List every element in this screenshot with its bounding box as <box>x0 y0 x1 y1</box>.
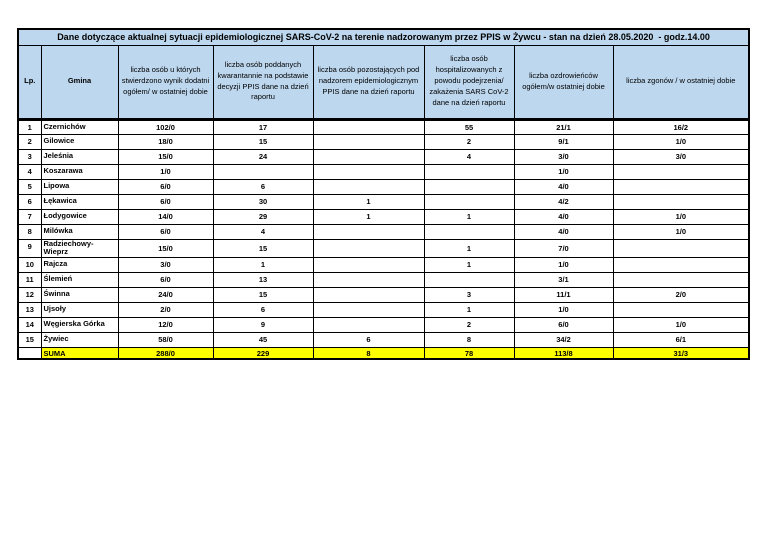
cell-deaths <box>613 164 749 179</box>
cell-hospitalized: 8 <box>424 332 514 347</box>
summary-empty-cell <box>18 347 41 359</box>
cell-hospitalized <box>424 164 514 179</box>
cell-lp: 1 <box>18 119 41 134</box>
table-row <box>18 317 749 332</box>
table-row <box>18 209 749 224</box>
cell-gmina: Czernichów <box>41 119 118 134</box>
report-sheet <box>17 28 750 360</box>
cell-recovered: 4/0 <box>514 209 613 224</box>
cell-positive: 6/0 <box>118 272 213 287</box>
cell-positive: 102/0 <box>118 119 213 134</box>
cell-hospitalized: 1 <box>424 257 514 272</box>
cell-gmina: Jeleśnia <box>41 149 118 164</box>
cell-quarantine: 29 <box>213 209 313 224</box>
table-row <box>18 272 749 287</box>
summary-positive-cell: 288/0 <box>118 347 213 359</box>
cell-hospitalized: 1 <box>424 239 514 257</box>
column-header-quarantine: liczba osób poddanych kwarantannie na podstawie decyzji PPIS dane na dzień raportu <box>213 45 313 119</box>
cell-recovered: 4/2 <box>514 194 613 209</box>
cell-quarantine: 17 <box>213 119 313 134</box>
cell-surveillance <box>313 179 424 194</box>
summary-row <box>18 347 749 359</box>
cell-deaths <box>613 257 749 272</box>
cell-surveillance <box>313 164 424 179</box>
cell-recovered: 4/0 <box>514 179 613 194</box>
cell-quarantine: 13 <box>213 272 313 287</box>
summary-quarantine-cell: 229 <box>213 347 313 359</box>
table-row <box>18 119 749 134</box>
cell-positive: 12/0 <box>118 317 213 332</box>
cell-deaths: 3/0 <box>613 149 749 164</box>
cell-quarantine: 24 <box>213 149 313 164</box>
table-row <box>18 224 749 239</box>
cell-hospitalized: 1 <box>424 209 514 224</box>
cell-quarantine: 1 <box>213 257 313 272</box>
cell-surveillance <box>313 302 424 317</box>
cell-surveillance <box>313 239 424 257</box>
cell-quarantine: 4 <box>213 224 313 239</box>
table-row <box>18 179 749 194</box>
cell-lp: 13 <box>18 302 41 317</box>
cell-deaths: 2/0 <box>613 287 749 302</box>
cell-positive: 15/0 <box>118 239 213 257</box>
cell-surveillance: 1 <box>313 194 424 209</box>
cell-lp: 6 <box>18 194 41 209</box>
cell-hospitalized: 2 <box>424 317 514 332</box>
cell-surveillance: 6 <box>313 332 424 347</box>
cell-lp: 11 <box>18 272 41 287</box>
column-header-recovered: liczba ozdrowieńców ogółem/w ostatniej dobie <box>514 45 613 119</box>
cell-gmina: Łękawica <box>41 194 118 209</box>
column-header-positive: liczba osób u których stwierdzono wynik dodatni ogółem/ w ostatniej dobie <box>118 45 213 119</box>
cell-lp: 10 <box>18 257 41 272</box>
cell-hospitalized: 4 <box>424 149 514 164</box>
cell-quarantine: 6 <box>213 179 313 194</box>
cell-lp: 12 <box>18 287 41 302</box>
cell-deaths <box>613 194 749 209</box>
cell-recovered: 1/0 <box>514 302 613 317</box>
cell-quarantine: 30 <box>213 194 313 209</box>
cell-surveillance <box>313 119 424 134</box>
cell-surveillance <box>313 149 424 164</box>
cell-hospitalized: 1 <box>424 302 514 317</box>
cell-positive: 3/0 <box>118 257 213 272</box>
cell-hospitalized <box>424 194 514 209</box>
cell-gmina: Lipowa <box>41 179 118 194</box>
column-header-hospitalized: liczba osób hospitalizowanych z powodu podejrzenia/ zakażenia SARS CoV-2 dane na dzień raportu <box>424 45 514 119</box>
cell-hospitalized: 55 <box>424 119 514 134</box>
cell-positive: 6/0 <box>118 194 213 209</box>
table-row <box>18 194 749 209</box>
cell-gmina: Żywiec <box>41 332 118 347</box>
cell-deaths: 1/0 <box>613 317 749 332</box>
cell-recovered: 1/0 <box>514 164 613 179</box>
table-title: Dane dotyczące aktualnej sytuacji epidemiologicznej SARS-CoV-2 na terenie nadzorowanym przez PPIS w Żywcu - stan na dzień 28.05.2020 - godz.14.00 <box>18 29 749 45</box>
cell-quarantine: 9 <box>213 317 313 332</box>
cell-gmina: Ślemień <box>41 272 118 287</box>
cell-deaths: 16/2 <box>613 119 749 134</box>
cell-deaths: 1/0 <box>613 134 749 149</box>
cell-surveillance <box>313 134 424 149</box>
cell-surveillance <box>313 272 424 287</box>
cell-hospitalized <box>424 272 514 287</box>
cell-gmina: Milówka <box>41 224 118 239</box>
cell-positive: 18/0 <box>118 134 213 149</box>
header-row <box>18 45 749 119</box>
summary-hospitalized-cell: 78 <box>424 347 514 359</box>
cell-lp: 7 <box>18 209 41 224</box>
table-row <box>18 302 749 317</box>
cell-recovered: 21/1 <box>514 119 613 134</box>
cell-gmina: Świnna <box>41 287 118 302</box>
cell-recovered: 1/0 <box>514 257 613 272</box>
cell-positive: 14/0 <box>118 209 213 224</box>
table-row <box>18 287 749 302</box>
cell-recovered: 3/0 <box>514 149 613 164</box>
cell-deaths <box>613 239 749 257</box>
cell-recovered: 7/0 <box>514 239 613 257</box>
cell-quarantine: 15 <box>213 134 313 149</box>
summary-recovered-cell: 113/8 <box>514 347 613 359</box>
cell-deaths <box>613 302 749 317</box>
cell-surveillance <box>313 317 424 332</box>
column-header-surveillance: liczba osób pozostających pod nadzorem epidemiologicznym PPIS dane na dzień raportu <box>313 45 424 119</box>
cell-surveillance <box>313 287 424 302</box>
table-row <box>18 164 749 179</box>
cell-lp: 5 <box>18 179 41 194</box>
cell-quarantine: 45 <box>213 332 313 347</box>
summary-surveillance-cell: 8 <box>313 347 424 359</box>
cell-recovered: 11/1 <box>514 287 613 302</box>
cell-hospitalized: 3 <box>424 287 514 302</box>
cell-quarantine <box>213 164 313 179</box>
cell-lp: 2 <box>18 134 41 149</box>
cell-gmina: Radziechowy-Wieprz <box>41 239 118 257</box>
title-row <box>18 29 749 45</box>
cell-gmina: Ujsoły <box>41 302 118 317</box>
cell-lp: 8 <box>18 224 41 239</box>
cell-gmina: Łodygowice <box>41 209 118 224</box>
cell-surveillance <box>313 257 424 272</box>
cell-positive: 6/0 <box>118 179 213 194</box>
column-header-deaths: liczba zgonów / w ostatniej dobie <box>613 45 749 119</box>
cell-quarantine: 15 <box>213 239 313 257</box>
cell-lp: 4 <box>18 164 41 179</box>
table-row <box>18 134 749 149</box>
cell-lp: 9 <box>18 239 41 257</box>
cell-recovered: 3/1 <box>514 272 613 287</box>
cell-lp: 14 <box>18 317 41 332</box>
cell-positive: 58/0 <box>118 332 213 347</box>
cell-recovered: 9/1 <box>514 134 613 149</box>
table-body <box>18 119 749 347</box>
cell-hospitalized <box>424 179 514 194</box>
cell-positive: 24/0 <box>118 287 213 302</box>
cell-surveillance: 1 <box>313 209 424 224</box>
cell-gmina: Koszarawa <box>41 164 118 179</box>
cell-deaths <box>613 272 749 287</box>
summary-deaths-cell: 31/3 <box>613 347 749 359</box>
cell-quarantine: 15 <box>213 287 313 302</box>
column-header-lp: Lp. <box>18 45 41 119</box>
cell-gmina: Rajcza <box>41 257 118 272</box>
cell-recovered: 34/2 <box>514 332 613 347</box>
table-row <box>18 257 749 272</box>
cell-hospitalized <box>424 224 514 239</box>
cell-gmina: Gilowice <box>41 134 118 149</box>
cell-lp: 3 <box>18 149 41 164</box>
cell-deaths: 6/1 <box>613 332 749 347</box>
cell-positive: 15/0 <box>118 149 213 164</box>
summary-label: SUMA <box>41 347 118 359</box>
epidemic-data-table <box>17 28 750 360</box>
table-row <box>18 239 749 257</box>
cell-gmina: Węgierska Górka <box>41 317 118 332</box>
cell-quarantine: 6 <box>213 302 313 317</box>
table-row <box>18 332 749 347</box>
table-row <box>18 149 749 164</box>
column-header-gmina: Gmina <box>41 45 118 119</box>
cell-deaths: 1/0 <box>613 209 749 224</box>
cell-positive: 1/0 <box>118 164 213 179</box>
cell-positive: 6/0 <box>118 224 213 239</box>
cell-deaths <box>613 179 749 194</box>
cell-hospitalized: 2 <box>424 134 514 149</box>
cell-positive: 2/0 <box>118 302 213 317</box>
cell-deaths: 1/0 <box>613 224 749 239</box>
cell-lp: 15 <box>18 332 41 347</box>
cell-recovered: 6/0 <box>514 317 613 332</box>
cell-surveillance <box>313 224 424 239</box>
cell-recovered: 4/0 <box>514 224 613 239</box>
